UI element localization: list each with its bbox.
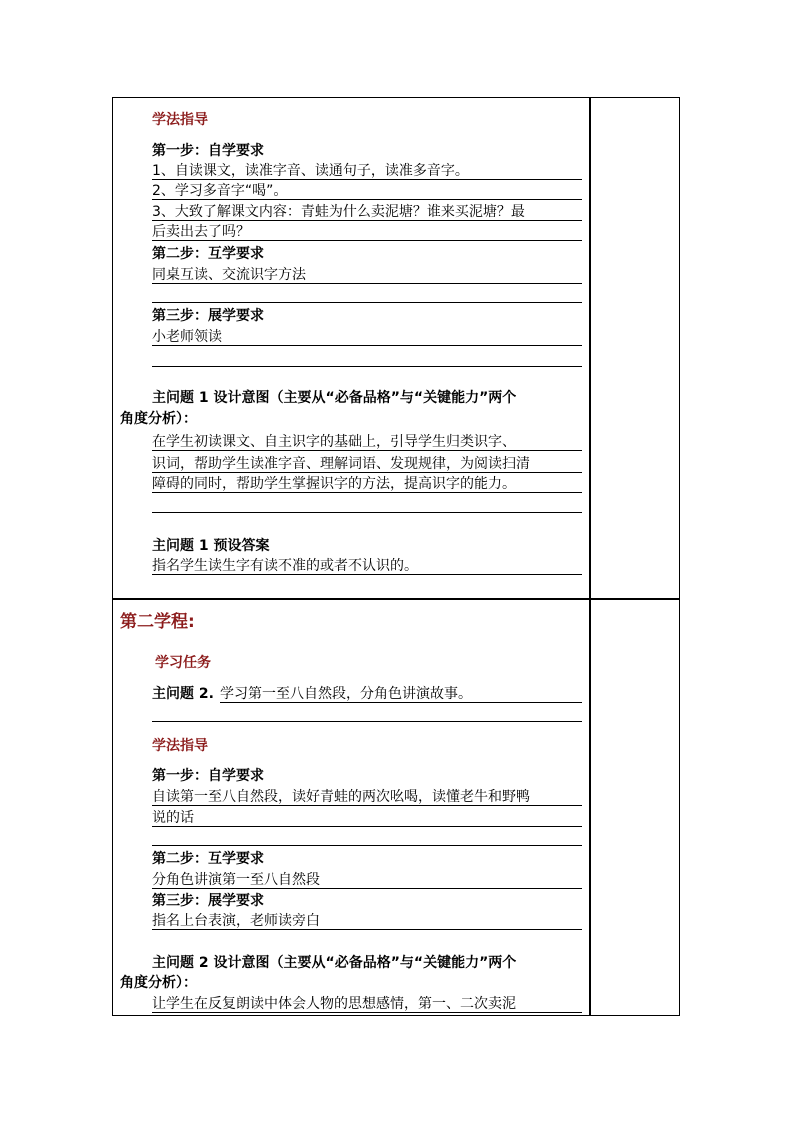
step3-title-2: 第三步：展学要求 <box>152 893 264 909</box>
underline <box>152 1012 582 1013</box>
step1-line: 3、大致了解课文内容：青蛙为什么卖泥塘？谁来买泥塘？最 <box>152 204 525 220</box>
step2-text-1: 同桌互读、交流识字方法 <box>152 267 306 283</box>
step2-text-2: 分角色讲演第一至八自然段 <box>152 872 320 888</box>
step1-title-1: 第一步：自学要求 <box>152 143 264 159</box>
underline <box>152 220 582 221</box>
underline <box>152 450 582 451</box>
underline <box>152 845 582 846</box>
step1-line: 后卖出去了吗？ <box>152 224 250 240</box>
step1-line: 2、学习多音字“喝”。 <box>152 183 288 199</box>
underline <box>152 199 582 200</box>
underline <box>152 302 582 303</box>
column-divider <box>589 97 591 1016</box>
underline <box>152 574 582 575</box>
design1-title: 主问题 1 设计意图（主要从“必备品格”与“关键能力”两个 <box>152 390 517 406</box>
underline <box>152 345 582 346</box>
underline <box>152 805 582 806</box>
row-divider <box>112 598 680 600</box>
underline <box>152 472 582 473</box>
section2-title: 第二学程: <box>120 612 195 632</box>
step3-title-1: 第三步：展学要求 <box>152 308 264 324</box>
design2-line: 让学生在反复朗读中体会人物的思想感情，第一、二次卖泥 <box>152 996 516 1012</box>
step1-line-2: 自读第一至八自然段，读好青蛙的两次吆喝，读懂老牛和野鸭 <box>152 789 530 805</box>
step1-line-2: 说的话 <box>152 810 194 826</box>
design1-line: 障碍的同时，帮助学生掌握识字的方法，提高识字的能力。 <box>152 476 516 492</box>
answer1-title: 主问题 1 预设答案 <box>152 538 270 554</box>
step1-title-2: 第一步：自学要求 <box>152 768 264 784</box>
method-heading-2: 学法指导 <box>152 738 208 754</box>
underline <box>152 721 582 722</box>
step3-text-1: 小老师领读 <box>152 329 222 345</box>
design2-title: 主问题 2 设计意图（主要从“必备品格”与“关键能力”两个 <box>152 955 517 971</box>
q2-label: 主问题 2. <box>152 686 214 702</box>
design1-line: 在学生初读课文、自主识字的基础上，引导学生归类识字、 <box>152 434 516 450</box>
step2-title-1: 第二步：互学要求 <box>152 246 264 262</box>
design2-title-cont: 角度分析）： <box>120 975 197 991</box>
underline <box>152 512 582 513</box>
underline <box>152 283 582 284</box>
task-heading: 学习任务 <box>155 655 211 671</box>
underline <box>152 826 582 827</box>
underline <box>152 179 582 180</box>
underline <box>152 929 582 930</box>
answer1-text: 指名学生读生字有读不准的或者不认识的。 <box>152 558 418 574</box>
underline <box>152 366 582 367</box>
step3-text-2: 指名上台表演，老师读旁白 <box>152 913 320 929</box>
step2-title-2: 第二步：互学要求 <box>152 851 264 867</box>
underline <box>152 492 582 493</box>
underline <box>220 702 582 703</box>
underline <box>152 888 582 889</box>
q2-text: 学习第一至八自然段，分角色讲演故事。 <box>220 686 472 702</box>
design1-title-cont: 角度分析）： <box>120 411 197 427</box>
step1-line: 1、自读课文，读准字音、读通句子，读准多音字。 <box>152 163 469 179</box>
design1-line: 识词，帮助学生读准字音、理解词语、发现规律，为阅读扫清 <box>152 456 530 472</box>
method-heading-1: 学法指导 <box>152 112 208 128</box>
underline <box>152 240 582 241</box>
